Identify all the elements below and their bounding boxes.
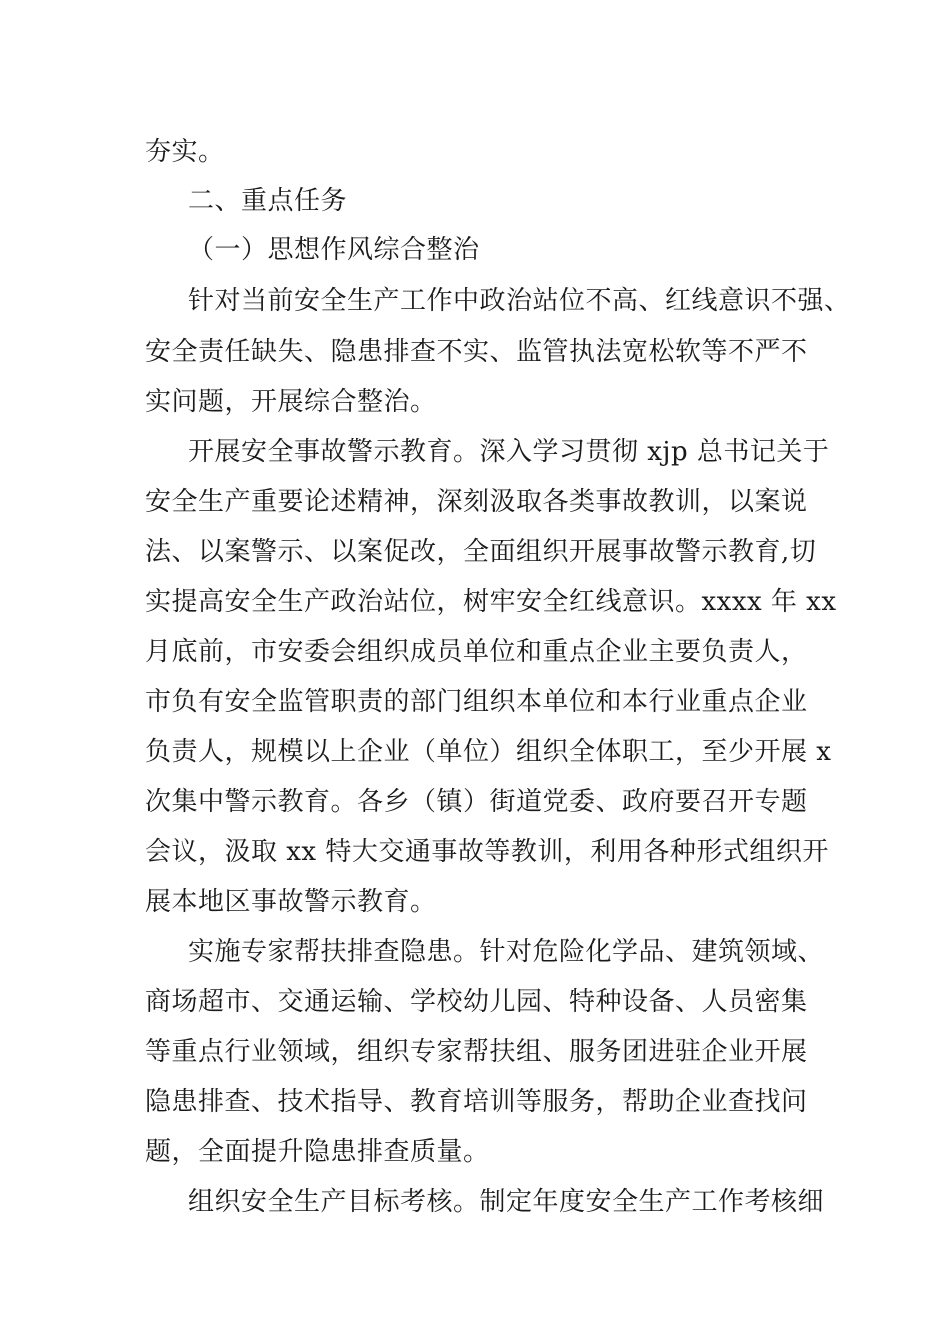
text-line: 负责人，规模以上企业（单位）组织全体职工，至少开展 x	[145, 737, 832, 767]
text-line: 法、以案警示、以案促改，全面组织开展事故警示教育,切	[145, 537, 817, 567]
text-line: 开展安全事故警示教育。深入学习贯彻 xjp 总书记关于	[188, 437, 830, 467]
text-line: 实问题，开展综合整治。	[145, 387, 437, 417]
subsection-heading: （一）思想作风综合整治	[188, 235, 480, 265]
text-line: 实施专家帮扶排查隐患。针对危险化学品、建筑领域、	[188, 937, 825, 967]
text-line: 商场超市、交通运输、学校幼儿园、特种设备、人员密集	[145, 987, 808, 1017]
text-line: 安全责任缺失、隐患排查不实、监管执法宽松软等不严不	[145, 337, 808, 367]
text-line: 实提高安全生产政治站位，树牢安全红线意识。xxxx 年 xx	[145, 587, 837, 617]
text-line: 展本地区事故警示教育。	[145, 887, 437, 917]
text-line: 次集中警示教育。各乡（镇）街道党委、政府要召开专题	[145, 787, 808, 817]
text-line: 等重点行业领域，组织专家帮扶组、服务团进驻企业开展	[145, 1037, 808, 1067]
text-line: 夯实。	[145, 137, 225, 167]
text-line: 会议，汲取 xx 特大交通事故等教训，利用各种形式组织开	[145, 837, 829, 867]
text-line: 安全生产重要论述精神，深刻汲取各类事故教训，以案说	[145, 487, 808, 517]
section-heading: 二、重点任务	[188, 186, 348, 216]
text-line: 组织安全生产目标考核。制定年度安全生产工作考核细	[188, 1187, 825, 1217]
text-line: 市负有安全监管职责的部门组织本单位和本行业重点企业	[145, 687, 808, 717]
text-line: 月底前，市安委会组织成员单位和重点企业主要负责人，	[145, 637, 808, 667]
text-line: 针对当前安全生产工作中政治站位不高、红线意识不强、	[188, 286, 851, 316]
text-line: 隐患排查、技术指导、教育培训等服务，帮助企业查找问	[145, 1087, 808, 1117]
text-line: 题，全面提升隐患排查质量。	[145, 1137, 490, 1167]
